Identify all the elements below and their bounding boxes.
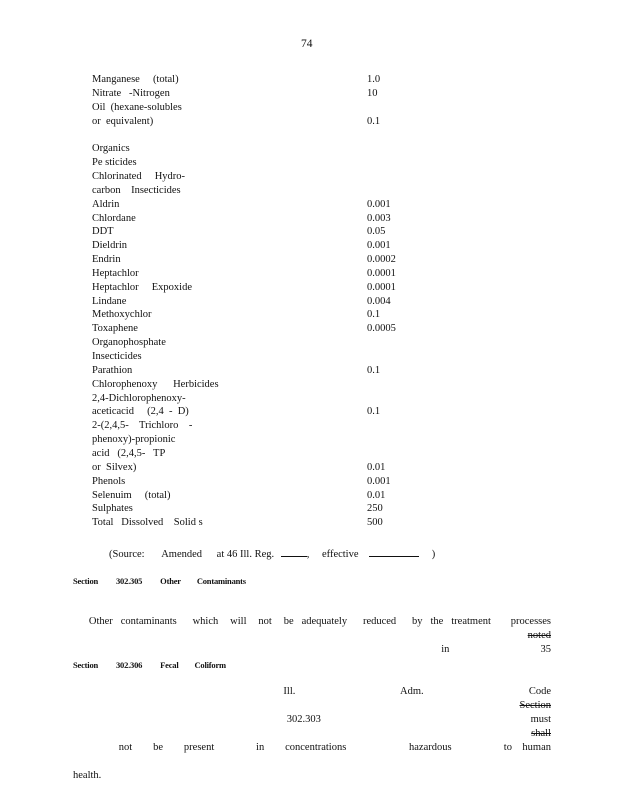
- contaminant-name: Insecticides: [92, 351, 142, 362]
- table-row: [92, 267, 422, 281]
- page-number: 74: [301, 38, 313, 50]
- section-number: 302.305: [115, 576, 143, 586]
- contaminant-name: Heptachlor Expoxide: [92, 281, 193, 293]
- table-row: [92, 405, 422, 419]
- contaminant-name: 2,4-Dichlorophenoxy-: [92, 392, 186, 404]
- table-row: [92, 281, 422, 295]
- contaminant-name: Chlorinated Hydro-: [92, 170, 186, 182]
- source-at: at 46 Ill. Reg.: [216, 549, 275, 560]
- table-row: [92, 156, 422, 170]
- table-row: [92, 239, 422, 253]
- contaminant-name: DDT: [92, 226, 114, 238]
- source-open: (Source:: [109, 549, 145, 560]
- contaminant-limit: 0.05: [367, 226, 386, 238]
- section-302-306-heading: [73, 660, 226, 670]
- contaminant-name: Chlordane: [92, 212, 136, 224]
- table-row: [92, 101, 422, 115]
- contaminant-name: Aldrin: [92, 198, 120, 210]
- table-row: [92, 378, 422, 392]
- table-row: [92, 295, 422, 309]
- contaminant-limit: 0.001: [367, 198, 391, 210]
- contaminant-name: Organics: [92, 143, 130, 155]
- contaminant-name: Selenuim (total): [92, 489, 171, 501]
- contaminant-limit: 10: [367, 87, 378, 99]
- table-row: [92, 115, 422, 129]
- contaminant-name: Endrin: [92, 254, 121, 266]
- deleted-text: noted: [527, 630, 551, 641]
- table-row: [92, 322, 422, 336]
- source-close: ): [431, 549, 436, 560]
- contaminant-limit: 0.01: [367, 461, 386, 473]
- table-row: [92, 128, 422, 142]
- contaminant-name: Nitrate -Nitrogen: [92, 87, 170, 99]
- table-row: [92, 225, 422, 239]
- contaminant-limit: 1.0: [367, 74, 381, 85]
- contaminant-limit: 0.01: [367, 489, 386, 501]
- table-row: [92, 433, 422, 447]
- source-comma: ,: [306, 549, 310, 560]
- table-row: [92, 87, 422, 101]
- table-row: [92, 364, 422, 378]
- table-row: [92, 489, 422, 503]
- contaminant-name: or equivalent): [92, 115, 154, 127]
- contaminant-limit: 0.001: [367, 240, 391, 252]
- section-word: Section: [73, 576, 99, 586]
- paragraph-line: [73, 671, 551, 769]
- table-row: [92, 73, 422, 87]
- source-effective: effective: [321, 549, 359, 560]
- table-row: [92, 392, 422, 406]
- table-row: [92, 350, 422, 364]
- paragraph-text: Ill. Adm. Code: [283, 686, 552, 697]
- contaminant-name: carbon Insecticides: [92, 184, 181, 196]
- contaminant-name: Sulphates: [92, 503, 133, 515]
- table-row: [92, 475, 422, 489]
- contaminant-name: Heptachlor: [92, 267, 139, 279]
- paragraph-text: Other contaminants which will not be adequately reduced by the treatment processes: [88, 616, 552, 627]
- table-row: [92, 142, 422, 156]
- section-word: Section: [73, 660, 99, 670]
- effective-date-blank: [369, 546, 419, 557]
- contaminant-name: Chlorophenoxy Herbicides: [92, 378, 219, 390]
- contaminant-limit: 0.0001: [367, 267, 396, 279]
- contaminant-limit: 250: [367, 503, 383, 515]
- table-row: [92, 253, 422, 267]
- section-title-word: Other: [160, 576, 181, 586]
- contaminant-limit: 0.1: [367, 115, 381, 127]
- contaminant-limit: 0.003: [367, 212, 391, 224]
- contaminant-limit: 0.004: [367, 295, 391, 307]
- contaminant-name: phenoxy)-propionic: [92, 434, 176, 446]
- source-amended: Amended: [161, 549, 203, 560]
- table-row: [92, 198, 422, 212]
- contaminant-name: Phenols: [92, 475, 126, 487]
- paragraph-line: health.: [73, 770, 102, 781]
- table-row: [92, 461, 422, 475]
- other-contaminants-paragraph: [73, 601, 551, 783]
- table-row: [92, 212, 422, 226]
- contaminant-limit: 0.001: [367, 475, 391, 487]
- source-note: [109, 546, 435, 560]
- table-row: [92, 184, 422, 198]
- contaminant-name: Oil (hexane-solubles: [92, 101, 182, 113]
- paragraph-text: in 35: [441, 644, 551, 655]
- table-row: [92, 336, 422, 350]
- table-row: [92, 170, 422, 184]
- contaminant-name: aceticacid (2,4 - D): [92, 406, 189, 418]
- contaminant-limit: 0.0002: [367, 254, 396, 266]
- section-title-word: Contaminants: [196, 576, 246, 586]
- section-number: 302.306: [115, 660, 143, 670]
- contaminant-name: Toxaphene: [92, 323, 138, 335]
- contaminant-limit: 0.0005: [367, 323, 396, 335]
- contaminant-limit: 0.1: [367, 364, 381, 376]
- deleted-text: shall: [531, 728, 551, 739]
- section-title-word: Coliform: [194, 660, 226, 670]
- contaminant-name: Dieldrin: [92, 240, 127, 252]
- contaminant-name: Organophosphate: [92, 337, 166, 349]
- table-row: [92, 419, 422, 433]
- deleted-text: Section: [519, 700, 551, 711]
- contaminant-name: 2-(2,4,5- Trichloro -: [92, 420, 193, 432]
- contaminant-name: Methoxychlor: [92, 309, 152, 321]
- table-row: [92, 308, 422, 322]
- contaminant-limit: 0.1: [367, 309, 381, 321]
- table-row: [92, 447, 422, 461]
- contaminant-name: Pe sticides: [92, 157, 137, 169]
- register-page-blank: [281, 546, 307, 557]
- contaminant-name: Manganese (total): [92, 74, 179, 85]
- contaminant-name: or Silvex): [92, 461, 137, 473]
- paragraph-text: 302.303 must: [286, 714, 552, 725]
- contaminant-name: acid (2,4,5- TP: [92, 447, 166, 459]
- section-302-305-heading: [73, 576, 246, 586]
- contaminant-name: Parathion: [92, 364, 133, 376]
- paragraph-text: not be present in concentrations hazardous to human: [118, 742, 551, 753]
- table-row: [92, 502, 422, 516]
- contaminant-limit: 0.1: [367, 406, 381, 418]
- table-row: [92, 516, 422, 530]
- contaminant-limit: 500: [367, 517, 383, 529]
- contaminant-name: Total Dissolved Solid s: [92, 517, 203, 529]
- contaminant-limit: 0.0001: [367, 281, 396, 293]
- section-title-word: Fecal: [160, 660, 179, 670]
- contaminant-name: Lindane: [92, 295, 127, 307]
